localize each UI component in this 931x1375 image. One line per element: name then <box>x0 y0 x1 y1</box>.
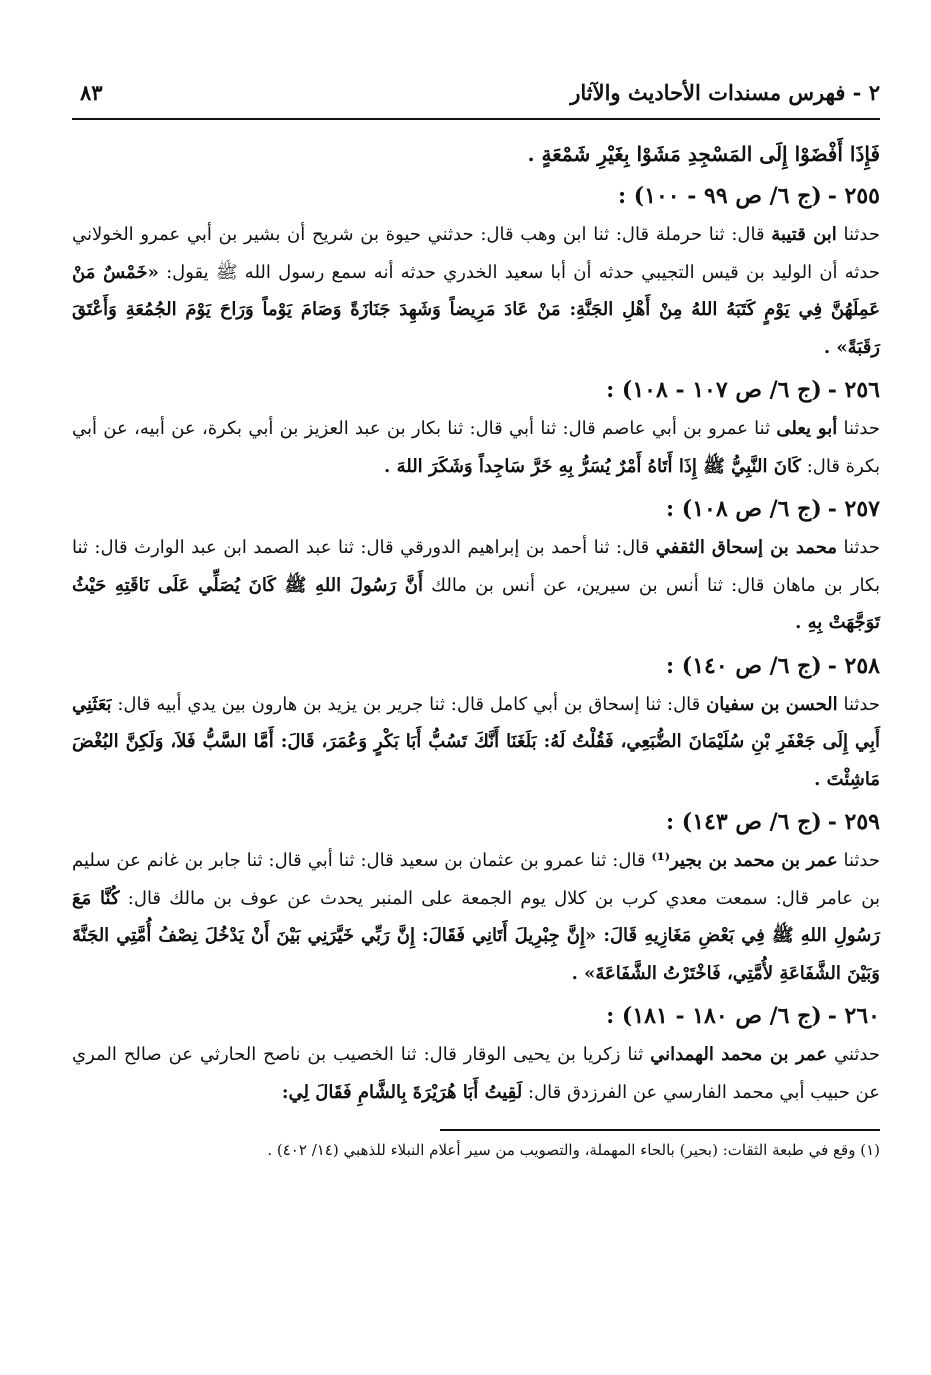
hadith-text: أَنَّ رَسُولَ اللهِ ﷺ كَانَ يُصَلِّي عَلَى نَاقَتِهِ حَيْثُ تَوَجَّهَتْ بِهِ . <box>72 574 880 633</box>
hadith-entry <box>72 996 880 1111</box>
document-page <box>72 80 880 1163</box>
narrator-name: عمر بن محمد الهمداني <box>650 1044 828 1065</box>
hadith-text: «خَمْسٌ مَنْ عَمِلَهُنَّ فِي يَوْمٍ كَتَبَهُ اللهُ مِنْ أَهْلِ الجَنَّةِ: مَنْ عَادَ مَرِيضاً وَشَهِدَ جَنَازَةً وَصَامَ يَوْماً وَرَاحَ يَوْمَ الجُمُعَةِ وَأَعْتَقَ رَقَبَةً» . <box>72 261 880 358</box>
entry-text <box>72 1036 880 1111</box>
narrator-name: عمر بن محمد بن بجير⁽¹⁾ <box>651 850 838 871</box>
chain-text: ثنا عمرو بن أبي عاصم قال: ثنا أبي قال: ثنا بكار بن عبد العزيز بن أبي بكرة، عن أبيه، عن أبي بكرة قال: <box>72 418 880 477</box>
header-rule <box>72 118 880 120</box>
entry-heading <box>72 996 880 1036</box>
narrator-name: ابن قتيبة <box>771 224 837 245</box>
hadith-entry <box>72 176 880 366</box>
footnote-rule <box>440 1129 880 1131</box>
hadith-text: كُنَّا مَعَ رَسُولِ اللهِ ﷺ فِي بَعْضِ مَغَازِيهِ قَالَ: «إِنَّ جِبْرِيلَ أَتَانِي فَقَالَ: إِنَّ رَبِّي خَيَّرَنِي بَيْنَ أَنْ يَدْخُلَ نِصْفُ أُمَّتِي الجَنَّةَ وَبَيْنَ الشَّفَاعَةِ لأُمَّتِي، فَاخْتَرْتُ الشَّفَاعَةَ» . <box>72 887 880 984</box>
chain-text: ثنا زكريا بن يحيى الوقار قال: ثنا الخصيب بن ناصح الحارثي عن صالح المري عن حبيب أبي محمد الفارسي عن الفرزدق قال: <box>72 1044 880 1103</box>
chain-start: حدثنا <box>837 850 881 871</box>
hadith-entry <box>72 370 880 485</box>
entry-text <box>72 686 880 799</box>
entry-heading <box>72 489 880 529</box>
hadith-text: بَعَثَنِي أَبِي إِلَى جَعْفَرِ بْنِ سُلَيْمَانَ الضُّبَعِي، فَقُلْتُ لَهُ: بَلَغَنَا أَنَّكَ تَسُبُّ أَبَا بَكْرٍ وَعُمَرَ، قَالَ: أَمَّا السَّبُّ فَلاَ، وَلَكِنَّ البُغْضَ مَاشِئْتَ . <box>72 693 880 790</box>
page-number: ٨٣ <box>80 80 103 105</box>
hadith-text: لَقِيتُ أَبَا هُرَيْرَةَ بِالشَّامِ فَقَالَ لِي: <box>281 1081 523 1103</box>
footnote: (١) وقع في طبعة الثقات: (بحير) بالحاء المهملة، والتصويب من سير أعلام النبلاء للذهبي (١٤/ ٤٠٢) . <box>267 1141 880 1159</box>
chain-text: قال: ثنا أحمد بن إبراهيم الدورقي قال: ثنا عبد الصمد ابن عبد الوارث قال: ثنا بكار بن ماهان قال: ثنا أنس بن سيرين، عن أنس بن مالك <box>72 537 880 596</box>
opening-line: فَإِذَا أَفْضَوْا إِلَى المَسْجِدِ مَشَوْا بِغَيْرِ شَمْعَةٍ . <box>527 142 880 166</box>
entry-reference: (ج ٦/ ص ١٠٨) : <box>666 496 822 522</box>
entry-text <box>72 410 880 485</box>
entry-number: ٢٥٥ - <box>827 183 880 209</box>
chain-text: قال: ثنا حرملة قال: ثنا ابن وهب قال: حدثني حيوة بن شريح أن بشير بن أبي عمرو الخولاني حدثه أن الوليد بن قيس التجيبي حدثه أن أبا سعيد الخدري حدثه أنه سمع رسول الله ﷺ يقول: <box>72 224 880 283</box>
chain-start: حدثنا <box>836 224 880 245</box>
entry-text <box>72 216 880 366</box>
chain-text: قال: ثنا إسحاق بن أبي كامل قال: ثنا جرير بن يزيد بن هارون بين يدي أبيه قال: <box>111 693 707 715</box>
hadith-entry <box>72 646 880 799</box>
entry-text <box>72 842 880 992</box>
entry-reference: (ج ٦/ ص ١٤٠) : <box>666 652 822 679</box>
entry-heading <box>72 802 880 842</box>
chain-start: حدثنا <box>837 418 880 439</box>
entry-number: ٢٥٧ - <box>827 496 880 522</box>
narrator-name: الحسن بن سفيان <box>706 693 838 715</box>
entry-number: ٢٥٩ - <box>827 809 880 835</box>
entry-number: ٢٥٦ - <box>827 377 880 403</box>
entry-number: ٢٥٨ - <box>827 652 880 679</box>
chain-start: حدثني <box>827 1044 880 1065</box>
chain-start: حدثنا <box>837 693 880 715</box>
chain-start: حدثنا <box>836 537 880 558</box>
entry-reference: (ج ٦/ ص ١٨٠ - ١٨١) : <box>606 1003 822 1029</box>
entry-heading <box>72 646 880 686</box>
entry-reference: (ج ٦/ ص ٩٩ - ١٠٠) : <box>617 183 822 209</box>
entry-text <box>72 529 880 642</box>
entry-heading <box>72 370 880 410</box>
hadith-text: كَانَ النَّبِيُّ ﷺ إِذَا أَتَاهُ أَمْرٌ يُسَرُّ بِهِ خَرَّ سَاجِداً وَشَكَرَ اللهَ . <box>384 455 801 477</box>
narrator-name: أبو يعلى <box>776 418 838 439</box>
entry-reference: (ج ٦/ ص ١٤٣) : <box>666 809 822 835</box>
entry-heading <box>72 176 880 216</box>
entry-number: ٢٦٠ - <box>827 1003 880 1029</box>
page-header <box>72 80 880 114</box>
hadith-entry <box>72 802 880 992</box>
running-title: ٢ - فهرس مسندات الأحاديث والآثار <box>570 80 880 105</box>
entry-reference: (ج ٦/ ص ١٠٧ - ١٠٨) : <box>606 377 822 403</box>
narrator-name: محمد بن إسحاق الثقفي <box>655 537 837 558</box>
entries-list <box>72 176 880 1111</box>
chain-text: قال: ثنا عمرو بن عثمان بن سعيد قال: ثنا أبي قال: ثنا جابر بن غانم عن سليم بن عامر قال: سمعت معدي كرب بن كلال يوم الجمعة على المنبر يحدث عن عوف بن مالك قال: <box>72 850 880 909</box>
hadith-entry <box>72 489 880 642</box>
